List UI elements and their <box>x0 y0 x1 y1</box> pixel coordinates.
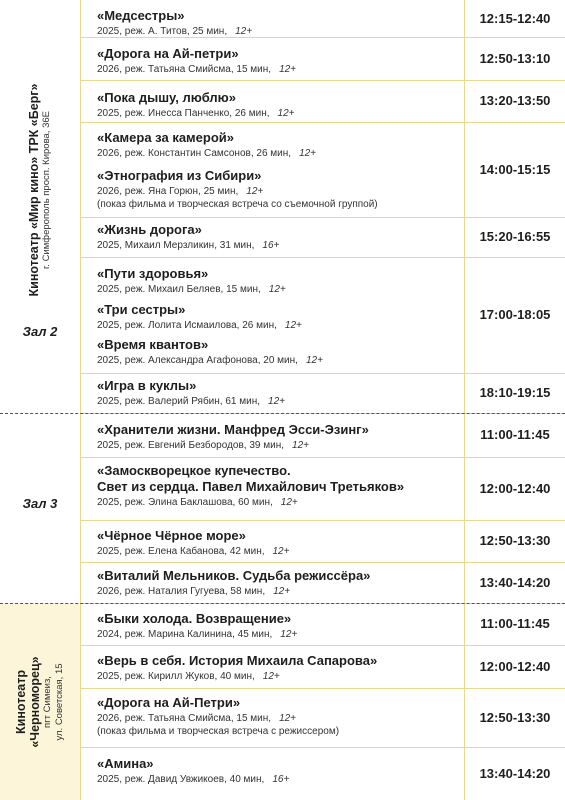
film-title: «Виталий Мельников. Судьба режиссёра» <box>97 568 371 583</box>
row-divider <box>80 217 565 218</box>
left-column-divider <box>80 0 81 800</box>
cinema-address: пгт Симеиз, <box>42 676 53 728</box>
time-cell: 17:00-18:05 <box>479 307 551 322</box>
time-cell: 12:50-13:30 <box>479 533 551 548</box>
film-details <box>97 628 462 641</box>
age-rating: 12+ <box>268 284 286 295</box>
film-credits: 2025, реж. Михаил Беляев, 15 мин, <box>97 284 261 295</box>
film-title: «Дорога на Ай-петри» <box>97 46 239 61</box>
film-credits: 2026, реж. Татьяна Смийсма, 15 мин, <box>97 64 272 75</box>
film-title: «Дорога на Ай-Петри» <box>97 695 241 710</box>
age-rating: 12+ <box>292 440 309 451</box>
time-cell: 14:00-15:15 <box>479 161 551 177</box>
row-divider <box>80 645 565 646</box>
row-divider <box>80 257 565 258</box>
film-credits: 2025, Михаил Мерзликин, 31 мин, <box>97 240 255 251</box>
row-divider <box>80 80 565 81</box>
film-entry <box>97 302 462 332</box>
film-details <box>97 239 462 252</box>
film-credits: 2025, реж. Инесса Панченко, 26 мин, <box>97 108 270 119</box>
film-details <box>97 395 462 408</box>
film-entry <box>97 653 462 683</box>
section-divider <box>0 413 565 414</box>
film-title: «Три сестры» <box>97 302 186 317</box>
time-cell: 13:40-14:20 <box>479 765 551 781</box>
time-cell: 11:00-11:45 <box>480 616 550 631</box>
cinema-label-chernomorets <box>14 656 66 747</box>
film-details <box>97 670 462 683</box>
film-details <box>97 147 462 160</box>
film-title: «Игра в куклы» <box>97 378 197 393</box>
row-divider <box>80 747 565 748</box>
age-rating: 12+ <box>273 586 291 597</box>
age-rating: 12+ <box>284 320 302 331</box>
film-title: «Чёрное Чёрное море» <box>97 528 246 543</box>
film-details <box>97 712 462 738</box>
row-divider <box>80 520 565 521</box>
film-entry <box>97 46 462 76</box>
film-note: (показ фильма и творческая встреча со съемочной группой) <box>97 199 378 210</box>
film-credits: 2024, реж. Марина Калинина, 45 мин, <box>97 629 273 640</box>
age-rating: 12+ <box>280 629 298 640</box>
film-entry <box>97 222 462 252</box>
film-note: (показ фильма и творческая встреча с режиссером) <box>97 726 340 737</box>
film-details <box>97 773 462 786</box>
age-rating: 12+ <box>279 64 297 75</box>
film-entry <box>97 337 462 367</box>
cinema-address: ул. Советская, 15 <box>54 663 65 741</box>
cinema-name: Кинотеатр <box>14 670 28 734</box>
film-credits: 2025, реж. Валерий Рябин, 61 мин, <box>97 396 261 407</box>
row-divider <box>80 457 565 458</box>
row-divider <box>80 562 565 563</box>
film-details <box>97 63 462 76</box>
time-cell: 12:00-12:40 <box>479 480 551 496</box>
film-title: «Пока дышу, люблю» <box>97 90 237 105</box>
film-title: «Время квантов» <box>97 337 209 352</box>
row-divider <box>80 373 565 374</box>
film-entry <box>97 266 462 296</box>
film-credits: 2025, реж. Кирилл Жуков, 40 мин, <box>97 671 255 682</box>
age-rating: 12+ <box>299 148 317 159</box>
film-credits: 2025, реж. Давид Увжикоев, 40 мин, <box>97 774 265 785</box>
time-cell: 12:15-12:40 <box>479 10 551 26</box>
age-rating: 12+ <box>277 108 295 119</box>
cinema-address: г. Симферополь просп. Кирова, 36Е <box>41 111 52 270</box>
film-entry <box>97 8 462 38</box>
film-entry <box>97 168 462 211</box>
film-details <box>97 545 462 558</box>
film-credits: 2025, реж. Лолита Исмаилова, 26 мин, <box>97 320 277 331</box>
film-entry <box>97 528 462 558</box>
age-rating: 16+ <box>272 774 290 785</box>
film-title: «Быки холода. Возвращение» <box>97 611 292 626</box>
time-cell: 12:00-12:40 <box>479 658 551 674</box>
film-title-continued: Свет из сердца. Павел Михайлович Третьяков» <box>97 479 405 494</box>
cinema-name: Кинотеатр «Мир кино» ТРК «Берг» <box>27 83 41 297</box>
film-details <box>97 319 462 332</box>
film-title: «Медсестры» <box>97 8 185 23</box>
film-entry <box>97 611 462 641</box>
cinema-name: «Черноморец» <box>28 656 42 748</box>
time-cell: 15:20-16:55 <box>479 229 551 244</box>
film-title: «Верь в себя. История Михаила Сапарова» <box>97 653 378 668</box>
film-entry <box>97 90 462 120</box>
film-entry <box>97 422 462 452</box>
hall-label: Зал 3 <box>22 496 58 511</box>
film-title: «Замоскворецкое купечество. <box>97 463 291 478</box>
film-credits: 2025, реж. Элина Баклашова, 60 мин, <box>97 497 273 508</box>
film-credits: 2025, реж. Елена Кабанова, 42 мин, <box>97 546 265 557</box>
film-details <box>97 585 462 598</box>
film-credits: 2026, реж. Яна Горюн, 25 мин, <box>97 186 239 197</box>
film-credits: 2026, реж. Татьяна Смийсма, 15 мин, <box>97 713 272 724</box>
film-details <box>97 439 462 452</box>
film-details <box>97 496 462 509</box>
film-credits: 2025, реж. Александра Агафонова, 20 мин, <box>97 355 298 366</box>
film-details <box>97 107 462 120</box>
age-rating: 12+ <box>246 186 264 197</box>
film-details <box>97 283 462 296</box>
film-credits: 2026, реж. Наталия Гугуева, 58 мин, <box>97 586 266 597</box>
cinema-label-mir-kino <box>27 84 53 297</box>
age-rating: 16+ <box>262 240 280 251</box>
age-rating: 12+ <box>279 713 297 724</box>
film-title: «Этнография из Сибири» <box>97 168 262 183</box>
film-entry <box>97 378 462 408</box>
age-rating: 12+ <box>280 497 298 508</box>
film-entry <box>97 130 462 160</box>
film-title: «Пути здоровья» <box>97 266 209 281</box>
film-entry <box>97 568 462 598</box>
film-details <box>97 25 462 38</box>
film-title: «Камера за камерой» <box>97 130 235 145</box>
film-title: «Амина» <box>97 756 154 771</box>
film-title: «Жизнь дорога» <box>97 222 202 237</box>
age-rating: 12+ <box>262 671 280 682</box>
time-cell: 18:10-19:15 <box>479 385 551 400</box>
time-cell: 12:50-13:10 <box>479 50 551 66</box>
film-credits: 2026, реж. Константин Самсонов, 26 мин, <box>97 148 292 159</box>
age-rating: 12+ <box>268 396 285 407</box>
hall-label: Зал 2 <box>22 324 58 339</box>
age-rating: 12+ <box>235 26 253 37</box>
row-divider <box>80 122 565 123</box>
time-cell: 11:00-11:45 <box>480 427 550 442</box>
film-details <box>97 354 462 367</box>
film-entry <box>97 756 462 786</box>
film-credits: 2025, реж. А. Титов, 25 мин, <box>97 26 228 37</box>
age-rating: 12+ <box>272 546 290 557</box>
time-cell: 13:40-14:20 <box>479 574 551 590</box>
row-divider <box>80 688 565 689</box>
time-cell: 13:20-13:50 <box>479 93 551 108</box>
section-divider <box>0 603 565 604</box>
film-entry <box>97 695 462 738</box>
film-entry <box>97 463 462 509</box>
film-credits: 2025, реж. Евгений Безбородов, 39 мин, <box>97 440 285 451</box>
film-title: «Хранители жизни. Манфред Эсси-Эзинг» <box>97 422 369 437</box>
age-rating: 12+ <box>305 355 323 366</box>
time-cell: 12:50-13:30 <box>479 709 551 725</box>
film-details <box>97 185 462 211</box>
